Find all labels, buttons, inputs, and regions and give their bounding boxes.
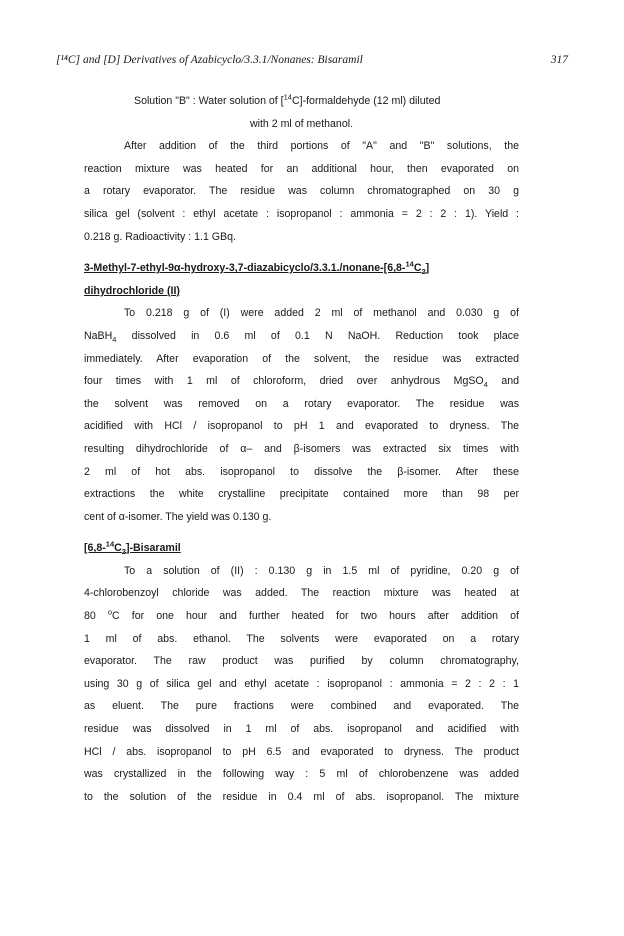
text-line: extractions the white crystalline precipitate contained more than 98 per	[84, 488, 519, 501]
spacer	[84, 528, 519, 537]
text-line: 80 $^o$C for one hour and further heated for two hours after addition of	[84, 607, 519, 623]
text-line: evaporator. The raw product was purified by column chromatography,	[84, 655, 519, 668]
text-line: was crystallized in the following way : 5 ml of chlorobenzene was added	[84, 768, 519, 781]
text-line: cent of α-isomer. The yield was 0.130 g.	[84, 510, 272, 523]
text-line: silica gel (solvent : ethyl acetate : isopropanol : ammonia = 2 : 2 : 1). Yield :	[84, 207, 519, 220]
text-line: To a solution of (II) : 0.130 g in 1.5 ml of pyridine, 0.20 g of	[124, 564, 519, 577]
text-line: a rotary evaporator. The residue was column chromatographed on 30 g	[84, 185, 519, 198]
text-line: using 30 g of silica gel and ethyl acetate : isopropanol : ammonia = 2 : 2 : 1	[84, 677, 519, 690]
text-line: four times with 1 ml of chloroform, dried over anhydrous MgSO$_4$ and	[84, 375, 519, 390]
paragraph-1	[84, 135, 519, 248]
body-text	[84, 90, 519, 808]
paragraph-3	[84, 560, 519, 809]
text-line: 0.218 g. Radioactivity : 1.1 GBq.	[84, 230, 236, 243]
text-line: acidified with HCl / isopropanol to pH 1 and evaporated to dryness. The	[84, 420, 519, 433]
text-line: To 0.218 g of (I) were added 2 ml of methanol and 0.030 g of	[124, 307, 519, 320]
running-title: [¹⁴C] and [D] Derivatives of Azabicyclo/3.3.1/Nonanes: Bisaramil	[56, 54, 363, 66]
text-line: 1 ml of abs. ethanol. The solvents were evaporated on a rotary	[84, 632, 519, 645]
text-line: 2 ml of hot abs. isopropanol to dissolve the β-isomer. After these	[84, 465, 519, 478]
text-line: as eluent. The pure fractions were combined and evaporated. The	[84, 700, 519, 713]
section-heading-2: $[6,8-^{14}C_2]$-Bisaramil	[84, 539, 181, 557]
text-line: reaction mixture was heated for an additional hour, then evaporated on	[84, 162, 519, 175]
text-line: immediately. After evaporation of the solvent, the residue was extracted	[84, 352, 519, 365]
solution-b-line-1: Solution "B" : Water solution of [$^{14}$C]-formaldehyde (12 ml) diluted	[134, 92, 441, 107]
page-number: 317	[550, 54, 568, 66]
solution-b-line-2: with 2 ml of methanol.	[249, 117, 354, 130]
text-line: HCl / abs. isopropanol to pH 6.5 and evaporated to dryness. The product	[84, 745, 519, 758]
text-line: 4-chlorobenzoyl chloride was added. The reaction mixture was heated at	[84, 587, 519, 600]
page-header	[56, 54, 568, 72]
paragraph-2	[84, 302, 519, 528]
text-line: to the solution of the residue in 0.4 ml of abs. isopropanol. The mixture	[84, 790, 519, 803]
text-line: residue was dissolved in 1 ml of abs. isopropanol and acidified with	[84, 723, 519, 736]
section-heading-1: $3-Methyl-7-ethyl-9\alpha-hydroxy-3,7-diazabicyclo/3.3.1./nonane-[6,8-^{14}C_2]$	[84, 259, 430, 277]
text-line: the solvent was removed on a rotary evaporator. The residue was	[84, 397, 519, 410]
text-line: After addition of the third portions of "A" and "B" solutions, the	[124, 140, 519, 153]
text-line: resulting dihydrochloride of α– and β-isomers was extracted six times with	[84, 442, 519, 455]
text-line: NaBH$_4$ dissolved in 0.6 ml of 0.1 N NaOH. Reduction took place	[84, 329, 519, 345]
spacer	[84, 248, 519, 257]
section-heading-1-cont: dihydrochloride (II)	[84, 284, 180, 297]
